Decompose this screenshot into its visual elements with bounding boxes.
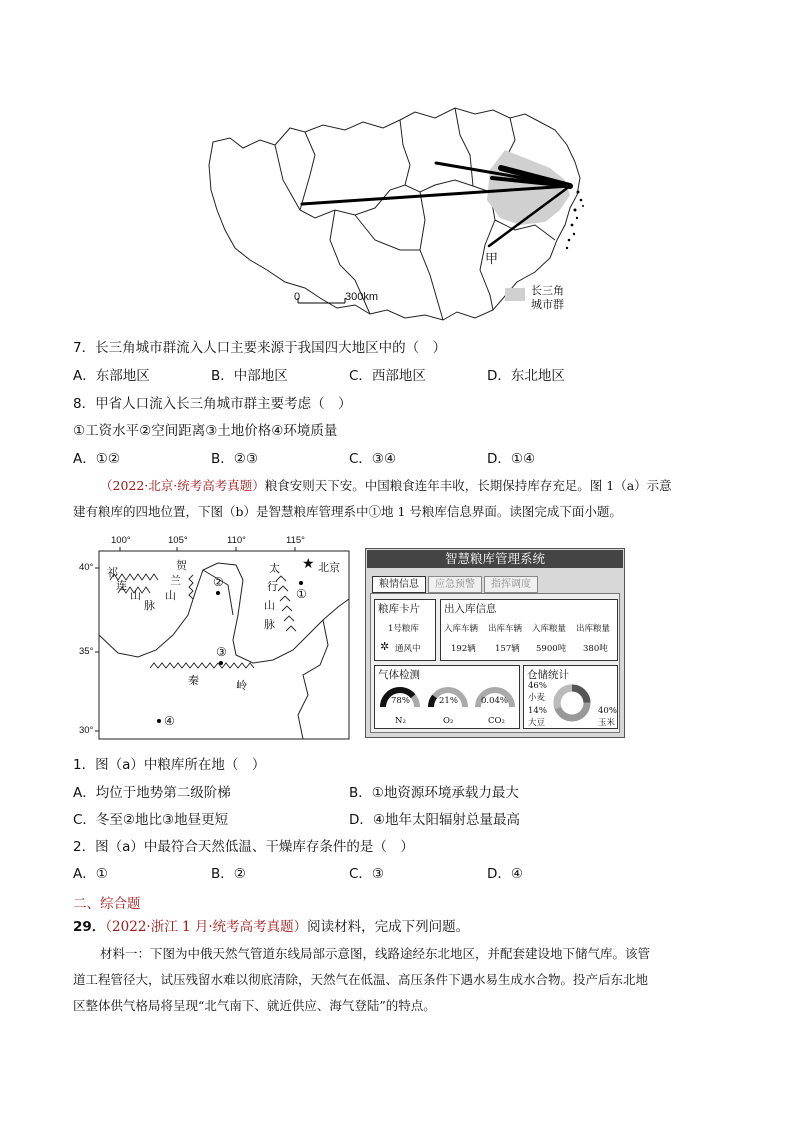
- storage-pct: 14%: [528, 706, 547, 716]
- legend-swatch: [505, 288, 525, 301]
- storage-panel: 仓储统计 46% 小麦 14% 大豆 40% 玉米: [523, 665, 618, 729]
- io-value: 192辆: [451, 644, 476, 654]
- storage-name: 玉米: [598, 718, 616, 728]
- io-header: 出库粮量: [576, 624, 611, 634]
- q8-choices: ①工资水平②空间距离③土地价格④环境质量: [73, 423, 338, 439]
- granary-system-window: [365, 548, 625, 738]
- point-4: [157, 719, 161, 723]
- io-header: 入库车辆: [444, 624, 479, 634]
- io-value: 157辆: [495, 644, 520, 654]
- ventilation-status: 通风中: [395, 644, 421, 654]
- point-4-label: ④: [164, 714, 175, 728]
- tab-command[interactable]: 指挥调度: [484, 576, 538, 593]
- fan-icon: ✲: [380, 640, 390, 653]
- province-border: [420, 192, 443, 320]
- q1-option-a[interactable]: A．均位于地势第二级阶梯: [73, 785, 231, 801]
- gas-value: 21%: [439, 696, 458, 706]
- storage-donut: [552, 683, 592, 723]
- q7-option-c[interactable]: C．西部地区: [349, 368, 426, 384]
- inout-panel: 出入库信息 入库车辆 出库车辆 入库粮量 出库粮量 192辆 157辆 5900吨 380吨: [440, 599, 618, 661]
- province-border: [275, 145, 375, 218]
- q7-option-d[interactable]: D．东北地区: [487, 368, 565, 384]
- gas-value: 0.04%: [481, 696, 509, 706]
- legend-label: 长三角: [531, 285, 564, 297]
- material-line-1: 材料一：下图为中俄天然气管道东线局部示意图，线路途经东北地区，并配套建设地下储气库。该管: [100, 946, 651, 961]
- granary-location-map: 100° 105° 110° 115° 40° 35° 30° ★ 北京 祁 连 山 脉 贺 兰 山 太 行 山 脉 秦 岭 ① ② ③ ④: [78, 535, 353, 745]
- province-border: [300, 132, 315, 210]
- yangtze-delta-map: [205, 100, 605, 325]
- granary-card: 粮库卡片 1号粮库 ✲ 通风中: [374, 599, 436, 661]
- q8-option-d[interactable]: D．①④: [487, 451, 536, 467]
- q1-option-c[interactable]: C．冬至②地比③地昼更短: [73, 812, 229, 828]
- source-tag: （2022·北京·统考高考真题）: [100, 478, 265, 493]
- io-value: 5900吨: [536, 644, 567, 654]
- gas-name: O₂: [443, 716, 454, 726]
- scale-zero: 0: [294, 291, 301, 303]
- point-3-label: ③: [216, 645, 227, 659]
- point-2: [216, 591, 220, 595]
- gas-name: CO₂: [488, 716, 505, 726]
- q2-option-b[interactable]: B．②: [211, 866, 246, 882]
- intro-line-2: 建有粮库的四地位置，下图（b）是智慧粮库管理系中①地 1 号粮库信息界面。读图完成下面小题。: [73, 504, 622, 519]
- tab-emergency[interactable]: 应急预警: [428, 576, 482, 593]
- legend-label: 城市群: [531, 299, 564, 311]
- q2-option-c[interactable]: C．③: [349, 866, 385, 882]
- scale-distance: 300km: [345, 291, 379, 303]
- question-7-stem: 7．长三角城市群流入人口主要来源于我国四大地区中的（ ）: [73, 340, 447, 356]
- gauge-fill: [431, 697, 435, 707]
- beijing-label: 北京: [318, 562, 340, 574]
- storage-name: 小麦: [528, 693, 546, 703]
- point-1-label: ①: [296, 587, 307, 601]
- q1-option-b[interactable]: B．①地资源环境承载力最大: [349, 785, 519, 801]
- q29-source-tag: （2022·浙江 1 月·统考高考真题）: [105, 919, 308, 935]
- point-2-label: ②: [213, 575, 224, 589]
- label-jia: 甲: [485, 251, 499, 266]
- storage-name: 大豆: [528, 718, 546, 728]
- gas-panel: 气体检测 78% N₂ 21% O₂ 0.04% CO₂: [374, 665, 520, 729]
- storage-pct: 40%: [598, 706, 617, 716]
- q2-option-a[interactable]: A．①: [73, 866, 108, 882]
- beijing-star-icon: ★: [302, 556, 315, 572]
- q1-option-d[interactable]: D．④地年太阳辐射总量最高: [349, 812, 520, 828]
- question-8-stem: 8．甲省人口流入长三角城市群主要考虑（ ）: [73, 396, 352, 412]
- point-3: [219, 661, 223, 665]
- section-heading: 二、综合题: [73, 896, 141, 912]
- storage-pct: 46%: [528, 681, 547, 691]
- q8-option-a[interactable]: A．①②: [73, 451, 120, 467]
- q7-option-a[interactable]: A．东部地区: [73, 368, 150, 384]
- question-1-stem: 1．图（a）中粮库所在地（ ）: [73, 757, 266, 773]
- tab-grain-info[interactable]: 粮情信息: [372, 576, 426, 593]
- io-header: 入库粮量: [532, 624, 567, 634]
- province-border: [400, 120, 410, 185]
- q7-option-b[interactable]: B．中部地区: [211, 368, 288, 384]
- gas-value: 78%: [391, 696, 410, 706]
- question-29-stem: 29．（2022·浙江 1 月·统考高考真题）阅读材料，完成下列问题。: [73, 919, 470, 935]
- io-value: 380吨: [583, 644, 608, 654]
- gas-name: N₂: [395, 716, 406, 726]
- province-border: [355, 215, 420, 250]
- material-line-2: 道工程管径大，试压残留水难以彻底清除，天然气在低温、高压条件下遇水易生成水合物。投产后东北地: [73, 972, 649, 987]
- io-header: 出库车辆: [488, 624, 523, 634]
- question-2-stem: 2．图（a）中最符合天然低温、干燥库存条件的是（ ）: [73, 839, 414, 855]
- intro-line-1: （2022·北京·统考高考真题）粮食安则天下安。中国粮食连年丰收，长期保持库存充足。图 1（a）示意: [100, 478, 672, 493]
- point-1: [299, 581, 303, 585]
- q8-option-c[interactable]: C．③④: [349, 451, 397, 467]
- system-title: 智慧粮库管理系统: [367, 550, 623, 568]
- q2-option-d[interactable]: D．④: [487, 866, 523, 882]
- province-border: [455, 108, 473, 186]
- material-line-3: 区整体供气格局将呈现“北气南下、就近供应、海气登陆”的特点。: [73, 998, 436, 1013]
- q8-option-b[interactable]: B．②③: [211, 451, 258, 467]
